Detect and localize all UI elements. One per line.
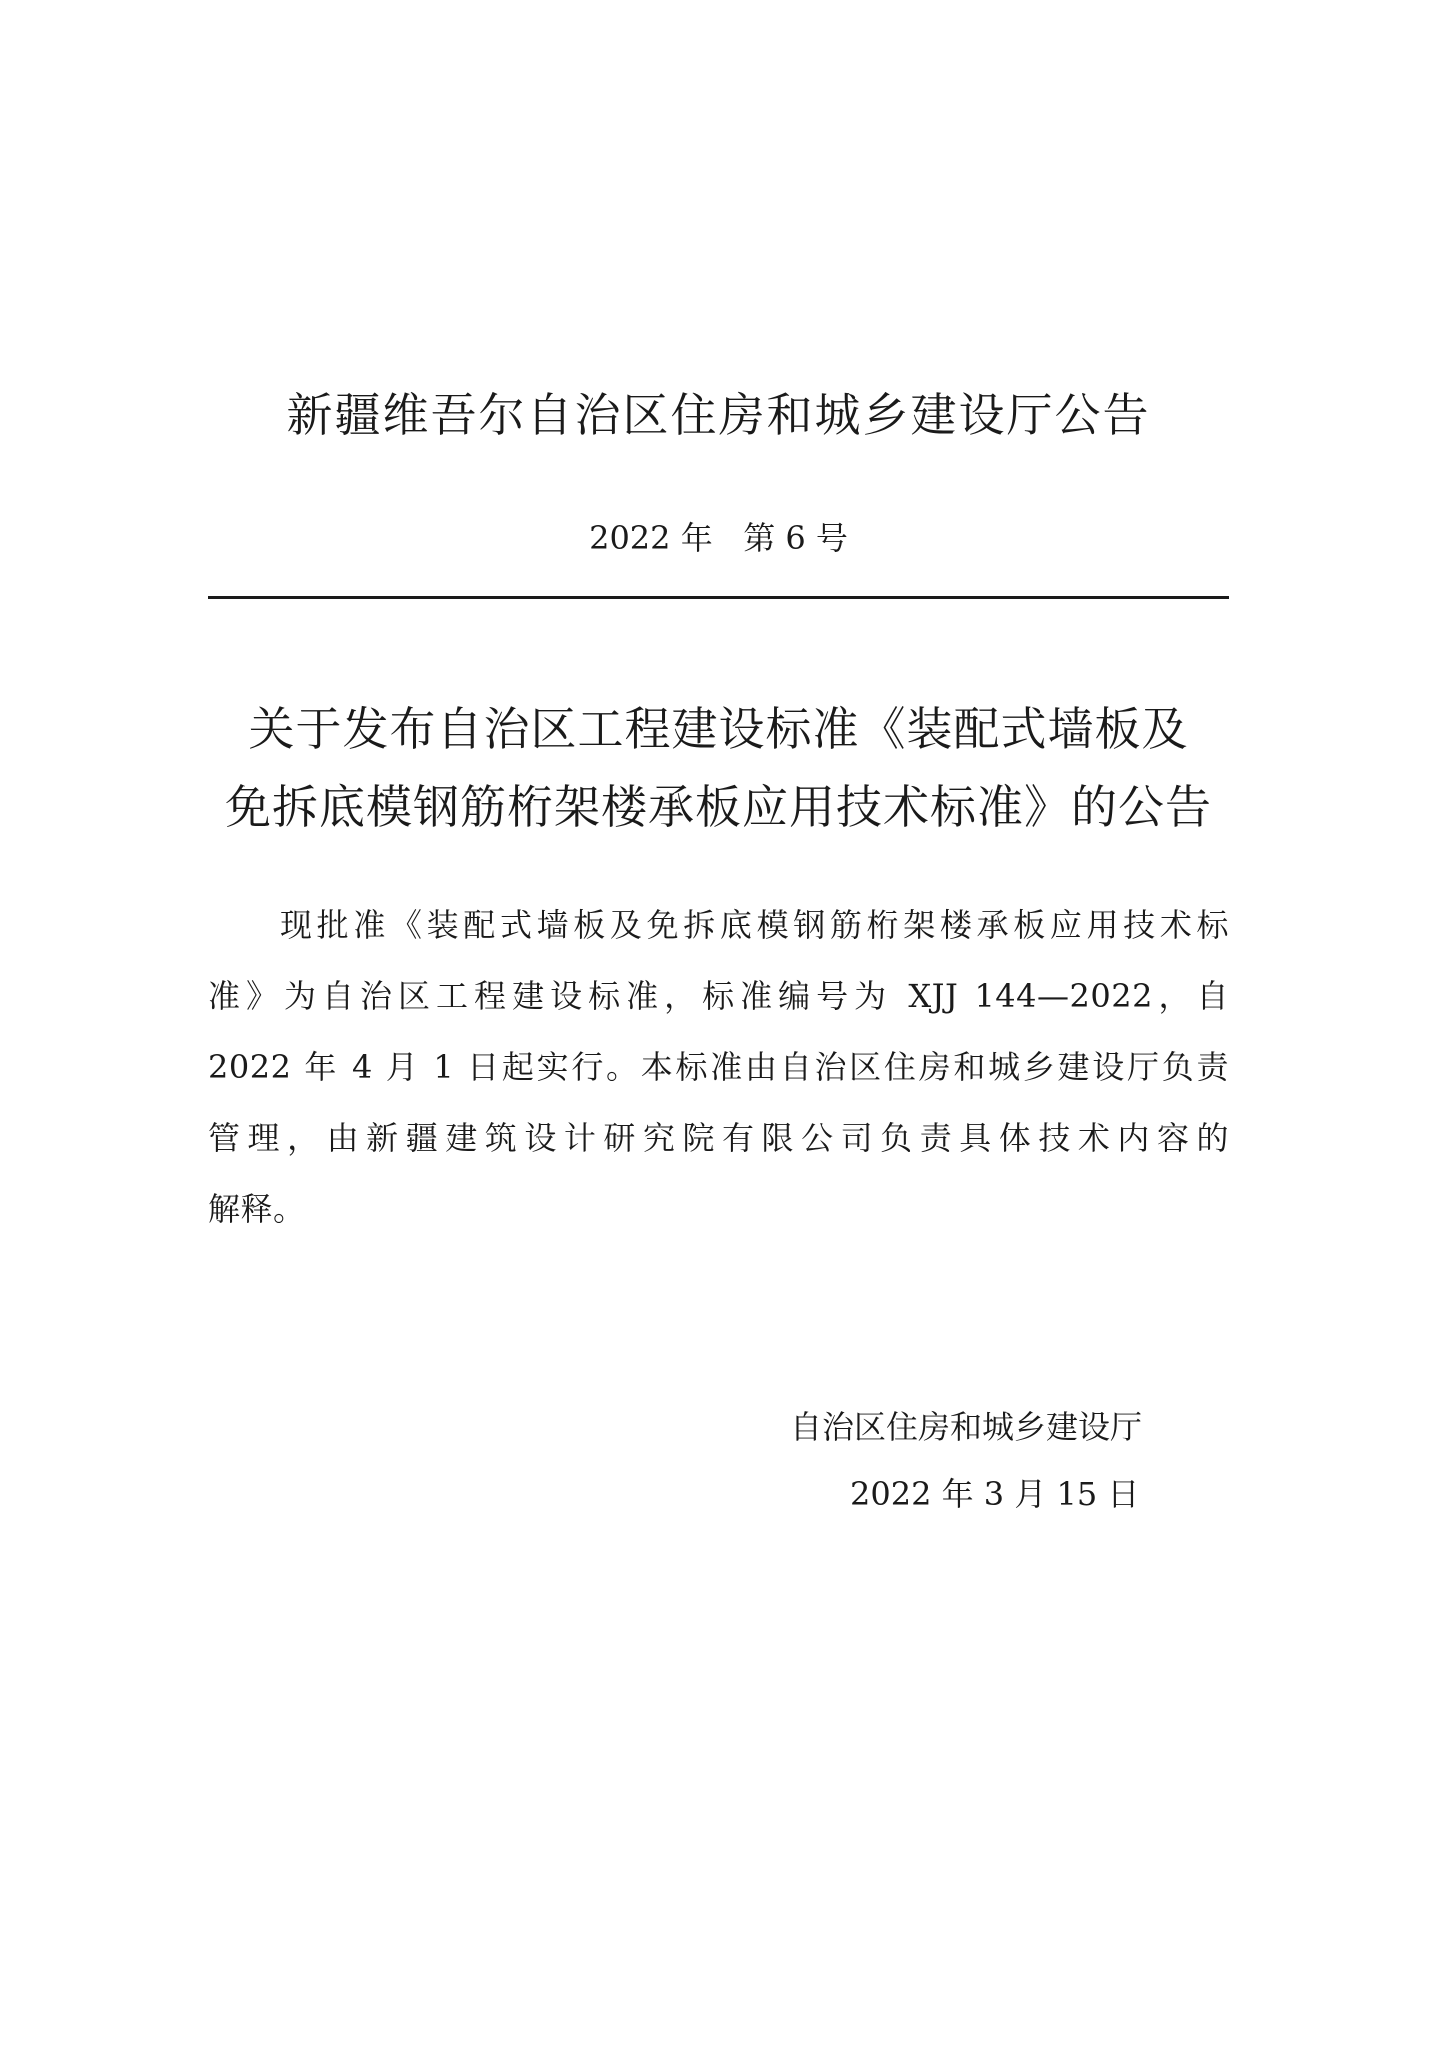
notice-title-line-2: 免拆底模钢筋桁架楼承板应用技术标准》的公告 bbox=[225, 780, 1212, 834]
issue-number: 2022 年 第 6 号 bbox=[589, 519, 848, 557]
signature-date: 2022 年 3 月 15 日 bbox=[850, 1475, 1140, 1513]
body-line-3: 2022 年 4 月 1 日起实行。本标准由自治区住房和城乡建设厅负责 bbox=[208, 1048, 1229, 1086]
body-line-1: 现批准《装配式墙板及免拆底模钢筋桁架楼承板应用技术标 bbox=[280, 906, 1229, 944]
notice-body bbox=[208, 890, 1229, 1245]
body-line-4: 管理，由新疆建筑设计研究院有限公司负责具体技术内容的 bbox=[208, 1119, 1229, 1157]
signature-organization: 自治区住房和城乡建设厅 bbox=[790, 1408, 1143, 1446]
body-line-2: 准》为自治区工程建设标准，标准编号为 XJJ 144—2022，自 bbox=[208, 977, 1229, 1015]
body-line-5: 解释。 bbox=[208, 1190, 306, 1228]
bulletin-header-title: 新疆维吾尔自治区住房和城乡建设厅公告 bbox=[286, 388, 1151, 442]
header-divider bbox=[208, 596, 1229, 599]
notice-title bbox=[200, 690, 1237, 846]
notice-title-line-1: 关于发布自治区工程建设标准《装配式墙板及 bbox=[248, 702, 1189, 756]
